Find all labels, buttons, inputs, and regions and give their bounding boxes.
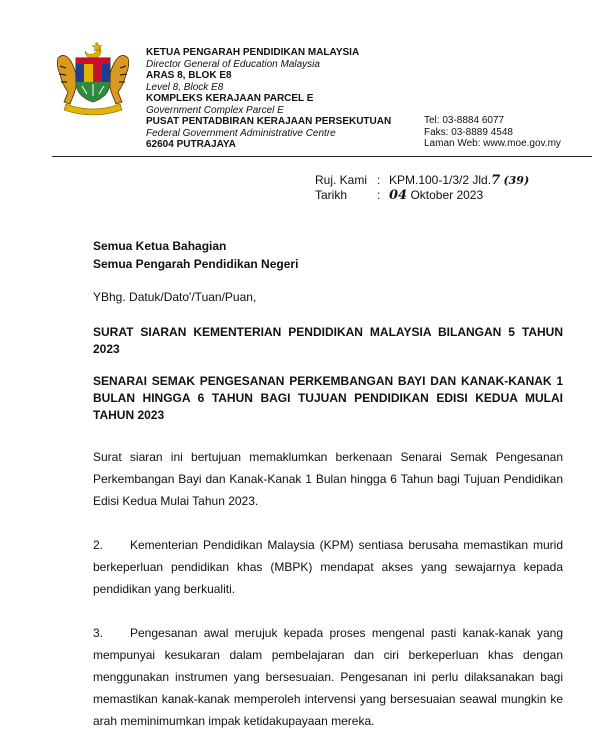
paragraph-number: 3. xyxy=(93,626,104,640)
paragraph-1 xyxy=(93,446,563,512)
letterhead-line: Government Complex Parcel E xyxy=(146,104,284,116)
letterhead-line: Federal Government Administrative Centre xyxy=(146,127,336,139)
letterhead-line: PUSAT PENTADBIRAN KERAJAAN PERSEKUTUAN xyxy=(146,116,392,127)
website-link[interactable]: Laman Web: www.moe.gov.my xyxy=(424,138,561,149)
contact-info xyxy=(424,115,561,150)
letterhead-line: Level 8, Block E8 xyxy=(146,81,224,93)
paragraph-3 xyxy=(93,622,563,732)
circular-title: SURAT SIARAN KEMENTERIAN PENDIDIKAN MALAYSIA BILANGAN 5 TAHUN 2023 xyxy=(93,325,563,356)
date-row xyxy=(315,188,529,203)
reference-label: Ruj. Kami xyxy=(315,173,368,187)
recipient-line: Semua Ketua Bahagian xyxy=(93,239,227,253)
letterhead-line: Director General of Education Malaysia xyxy=(146,58,320,70)
paragraph-number: 2. xyxy=(93,538,104,552)
handwritten-volume: 7 xyxy=(491,173,501,188)
letter-body xyxy=(93,237,563,732)
letterhead-line: 62604 PUTRAJAYA xyxy=(146,139,236,150)
fax: Faks: 03-8889 4548 xyxy=(424,126,513,138)
letterhead xyxy=(146,47,391,151)
telephone: Tel: 03-8884 6077 xyxy=(424,115,505,126)
date-label: Tarikh xyxy=(315,188,348,202)
letterhead-line: ARAS 8, BLOK E8 xyxy=(146,70,232,81)
reference-number: KPM.100-1/3/2 Jld. xyxy=(389,173,492,187)
recipient-line: Semua Pengarah Pendidikan Negeri xyxy=(93,257,299,271)
salutation: YBhg. Datuk/Dato'/Tuan/Puan, xyxy=(93,290,257,304)
handwritten-number: (39) xyxy=(503,174,530,187)
recipient-block xyxy=(93,237,563,273)
paragraph-text: Kementerian Pendidikan Malaysia (KPM) sentiasa berusaha memastikan murid berkeperluan pendidikan khas (MBPK) mendapat akses yang sewajarnya kepada pendidikan yang berkualiti. xyxy=(93,538,563,596)
letterhead-line: KOMPLEKS KERAJAAN PARCEL E xyxy=(146,93,314,104)
subject-heading: SENARAI SEMAK PENGESANAN PERKEMBANGAN BAYI DAN KANAK-KANAK 1 BULAN HINGGA 6 TAHUN BAGI TUJUAN PENDIDIKAN EDISI KEDUA MULAI TAHUN 2023 xyxy=(93,374,563,422)
paragraph-2 xyxy=(93,534,563,600)
header-divider xyxy=(52,156,592,157)
date-month-year: Oktober 2023 xyxy=(410,188,484,202)
coat-of-arms-emblem xyxy=(52,40,134,116)
colon: : xyxy=(377,173,381,187)
paragraph-text: Surat siaran ini bertujuan memaklumkan berkenaan Senarai Semak Pengesanan Perkembangan Bayi dan Kanak-Kanak 1 Bulan hingga 6 Tahun bagi Tujuan Pendidikan Edisi Kedua Mulai Tahun 2023. xyxy=(93,450,563,508)
colon: : xyxy=(377,188,381,202)
reference-block xyxy=(315,173,529,203)
reference-row xyxy=(315,173,529,188)
letterhead-line: KETUA PENGARAH PENDIDIKAN MALAYSIA xyxy=(146,47,360,58)
paragraph-text: Pengesanan awal merujuk kepada proses mengenal pasti kanak-kanak yang mempunyai kesukaran dalam pembelajaran dan ciri berkeperluan khas dengan menggunakan instrumen yang bersesuaian. Pengesanan ini perlu dilaksanakan bagi memastikan kanak-kanak memperoleh intervensi yang bersesuaian seawal mungkin ke arah meminimumkan impak ketidakupayaan mereka. xyxy=(93,626,563,728)
handwritten-day: 04 xyxy=(389,188,408,203)
